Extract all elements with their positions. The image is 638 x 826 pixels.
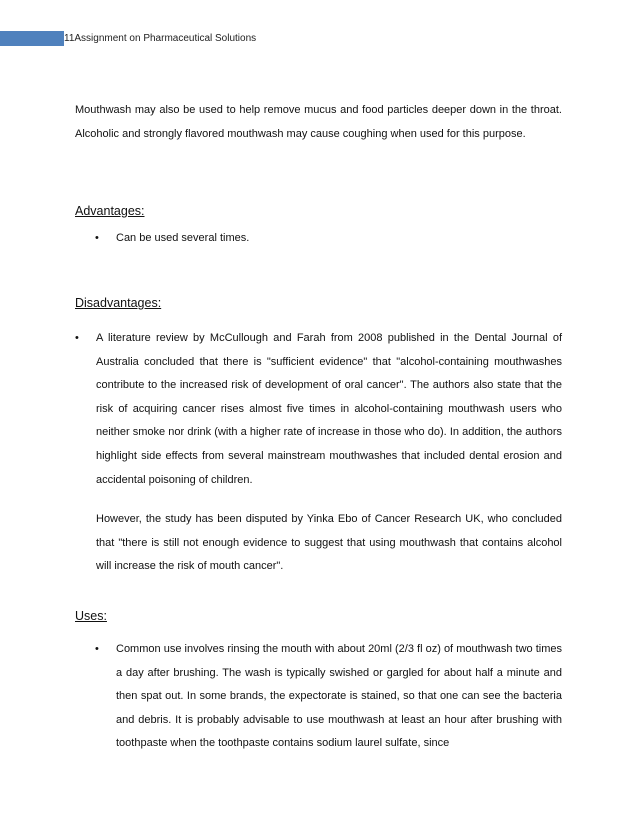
advantage-text: Can be used several times. — [116, 232, 250, 244]
list-item — [95, 638, 562, 756]
disadvantage-text: A literature review by McCullough and Farah from 2008 published in the Dental Journal of Australia concluded that there is "sufficient evidence" that "alcohol-containing mouthwashes contribute to the increased risk of development of oral cancer". The authors also state that the risk of acquiring cancer rises almost five times in alcohol-containing mouthwash users who neither smoke nor drink (with a higher rate of increase in those who do). In addition, the authors highlight side effects from several mainstream mouthwashes that included dental erosion and accidental poisoning of children. — [96, 332, 562, 486]
advantages-heading: Advantages: — [75, 204, 145, 218]
page-number: 11 — [64, 33, 75, 44]
bullet-icon: • — [95, 643, 99, 655]
header-accent-bar — [0, 31, 64, 46]
disadvantage-followup: However, the study has been disputed by Yinka Ebo of Cancer Research UK, who concluded that "there is still not enough evidence to suggest that using mouthwash that contains alcohol will increase the risk of mouth cancer". — [96, 513, 562, 573]
bullet-icon: • — [75, 332, 79, 344]
uses-heading: Uses: — [75, 609, 107, 623]
disadvantages-heading: Disadvantages: — [75, 296, 162, 310]
uses-text: Common use involves rinsing the mouth with about 20ml (2/3 fl oz) of mouthwash two times a day after brushing. The wash is typically swished or gargled for about half a minute and then spat out. In some brands, the expectorate is stained, so that one can see the bacteria and debris. It is probably advisable to use mouthwash at least an hour after brushing with toothpaste when the toothpaste contains sodium laurel sulfate, since — [116, 643, 562, 750]
list-item — [95, 227, 562, 251]
document-title: Assignment on Pharmaceutical Solutions — [74, 33, 257, 44]
list-item — [75, 327, 562, 492]
intro-paragraph: Mouthwash may also be used to help remove mucus and food particles deeper down in the throat. Alcoholic and strongly flavored mouthwash may cause coughing when used for this purpose. — [75, 104, 562, 140]
bullet-icon: • — [95, 232, 99, 244]
page-header — [64, 31, 256, 46]
